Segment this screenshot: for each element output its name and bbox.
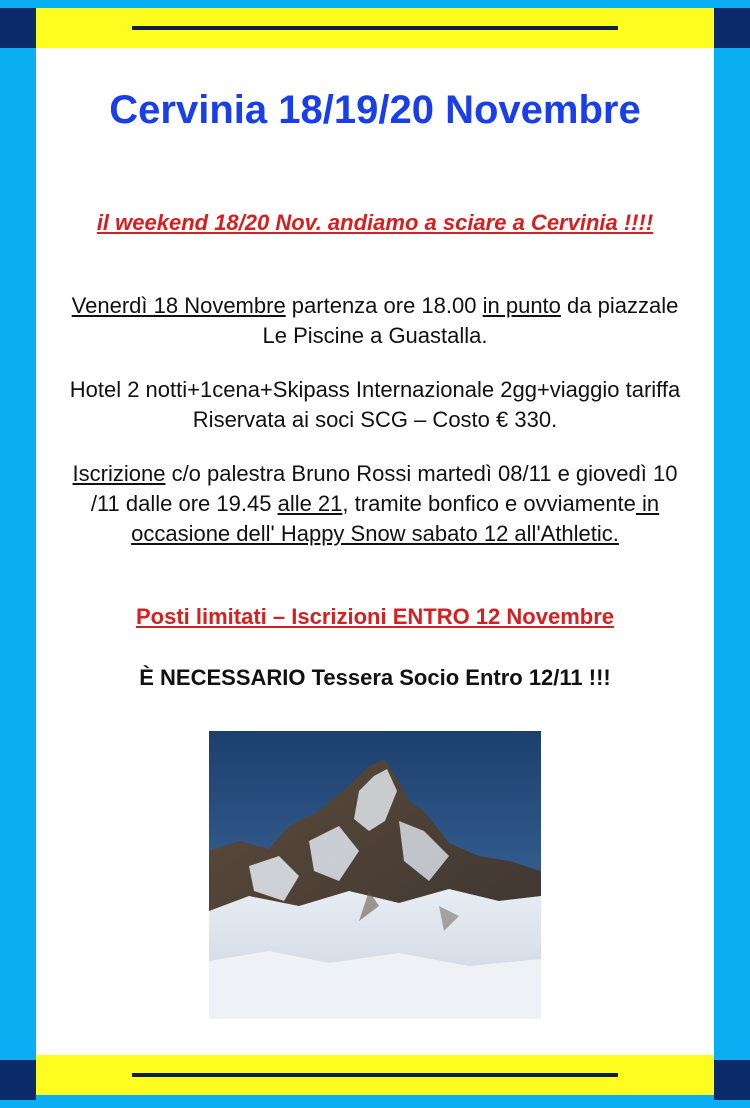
- limited-places-warning: Posti limitati – Iscrizioni ENTRO 12 Novembre: [135, 604, 615, 629]
- corner-block-top-left: [0, 8, 36, 48]
- departure-paragraph: [66, 291, 684, 351]
- registration-method: , tramite bonfico e ovviamente: [342, 491, 636, 516]
- corner-block-bottom-left: [0, 1060, 36, 1100]
- matterhorn-photo: [209, 731, 541, 1019]
- bottom-banner: [36, 1055, 714, 1095]
- flyer-page: [36, 48, 714, 1055]
- corner-block-top-right: [714, 8, 750, 48]
- corner-block-bottom-right: [714, 1060, 750, 1100]
- departure-text: partenza ore 18.00: [285, 293, 483, 318]
- page-title: Cervinia 18/19/20 Novembre: [109, 88, 641, 132]
- registration-label: Iscrizione: [72, 461, 166, 486]
- registration-until: alle 21: [277, 491, 343, 516]
- registration-details: c/o palestra Bruno Rossi martedì 08/11 e giovedì 10 /11 dalle ore 19.45: [90, 461, 678, 516]
- top-banner: [36, 8, 714, 48]
- package-paragraph: Hotel 2 notti+1cena+Skipass Internazionale 2gg+viaggio tariffa Riservata ai soci SCG – Costo € 330.: [69, 377, 681, 432]
- left-border: [0, 0, 36, 1108]
- top-divider: [132, 26, 618, 30]
- on-time-note: in punto: [482, 293, 561, 318]
- departure-location: da piazzale Le Piscine a Guastalla.: [262, 293, 679, 348]
- registration-paragraph: [66, 459, 684, 549]
- departure-date: Venerdì 18 Novembre: [71, 293, 286, 318]
- bottom-divider: [132, 1073, 618, 1077]
- intro-headline: il weekend 18/20 Nov. andiamo a sciare a Cervinia !!!!: [96, 210, 654, 235]
- right-border: [714, 0, 750, 1108]
- happy-snow-event: in occasione dell' Happy Snow sabato 12 all'Athletic.: [131, 491, 660, 546]
- membership-notice: È NECESSARIO Tessera Socio Entro 12/11 !!!: [139, 665, 611, 690]
